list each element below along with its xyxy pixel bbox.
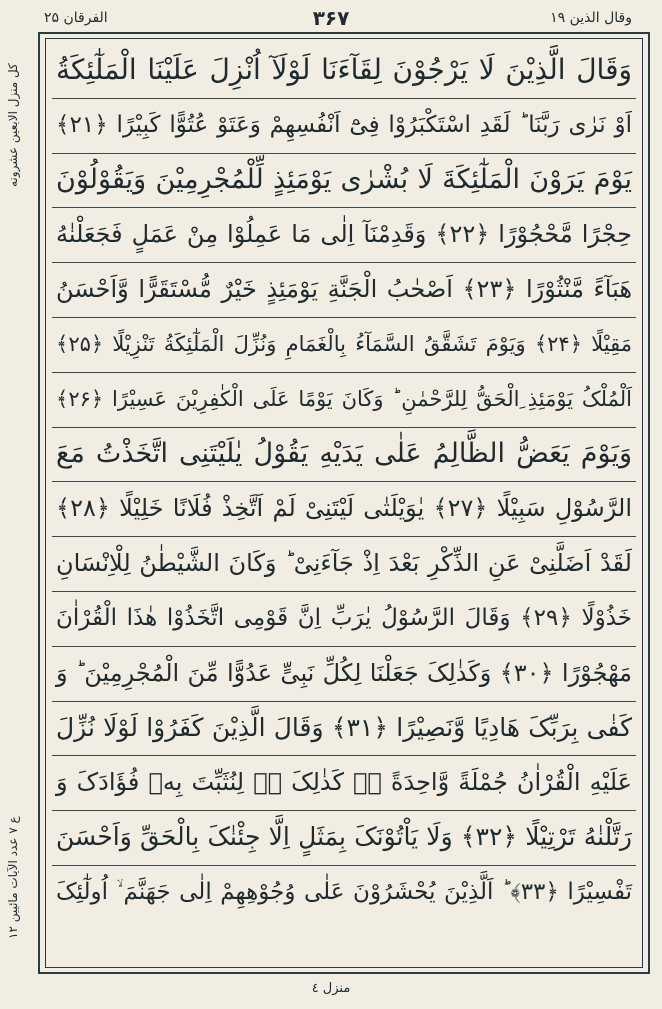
margin-note-top: کل منزل الابعین عشرونه [6, 63, 20, 187]
verse-line: مَهْجُوْرًا ﴿۳۰﴾ وَکَذٰلِکَ جَعَلْنَا لِکُلِّ نَبِیٍّ عَدُوًّا مِّنَ الْمُجْرِمِیْنَ ؕ وَ [52, 647, 636, 702]
verse-line: تَفْسِیْرًا ﴿۳۳﴾ ؕ اَلَّذِیْنَ یُحْشَرُوْنَ عَلٰی وُجُوْهِهِمْ اِلٰی جَهَنَّمَ ۙ اُولٰٓئِکَ [56, 878, 632, 905]
verse-line: هَبَآءً مَّنْثُوْرًا ﴿۲۳﴾ اَصْحٰبُ الْجَنَّةِ یَوْمَئِذٍ خَیْرٌ مُّسْتَقَرًّا وَّاَحْسَنُ [52, 263, 636, 318]
verse-line: الرَّسُوْلِ سَبِیْلًا ﴿۲۷﴾ یٰوَیْلَتٰی لَیْتَنِیْ لَمْ اَتَّخِذْ فُلَانًا خَلِیْلًا ﴿۲۸﴾ [52, 482, 636, 537]
verse-text-block [52, 44, 636, 921]
verse-line: حِجْرًا مَّحْجُوْرًا ﴿۲۲﴾ وَقَدِمْنَآ اِلٰی مَا عَمِلُوْا مِنْ عَمَلٍ فَجَعَلْنٰهُ [52, 208, 636, 263]
verse-line: یَوْمَ یَرَوْنَ الْمَلٰٓئِکَةَ لَا بُشْرٰی یَوْمَئِذٍ لِّلْمُجْرِمِیْنَ وَیَقُوْلُوْنَ [52, 154, 636, 209]
page-number: ۳۶۷ [312, 6, 350, 30]
surah-header: الفرقان ۲۵ [44, 10, 108, 26]
verse-line: عَلَیْهِ الْقُرْاٰنُ جُمْلَةً وَّاحِدَةً ۚۛ کَذٰلِکَ ۚۛ لِنُثَبِّتَ بِهٖ فُؤَادَکَ وَ [52, 756, 636, 811]
verse-line: لَقَدْ اَضَلَّنِیْ عَنِ الذِّکْرِ بَعْدَ اِذْ جَآءَنِیْ ؕ وَکَانَ الشَّیْطٰنُ لِلْاِنْسَانِ [52, 537, 636, 592]
verse-line: وَقَالَ الَّذِیْنَ لَا یَرْجُوْنَ لِقَآءَنَا لَوْلَآ اُنْزِلَ عَلَیْنَا الْمَلٰٓئِکَةُ [52, 44, 636, 99]
verse-line: مَقِیْلًا ﴿۲۴﴾ وَیَوْمَ تَشَقَّقُ السَّمَآءُ بِالْغَمَامِ وَنُزِّلَ الْمَلٰٓئِکَةُ تَنْزِیْلًا ﴿۲۵﴾ [52, 318, 636, 373]
verse-line: کَفٰی بِرَبِّکَ هَادِیًا وَّنَصِیْرًا ﴿۳۱﴾ وَقَالَ الَّذِیْنَ کَفَرُوْا لَوْلَا نُزِّلَ [52, 702, 636, 757]
verse-line: رَتَّلْنٰهُ تَرْتِیْلًا ﴿۳۲﴾ وَلَا یَاْتُوْنَکَ بِمَثَلٍ اِلَّا جِئْنٰکَ بِالْحَقِّ وَاَحْسَنَ [52, 811, 636, 866]
verse-line: اَلْمُلْکُ یَوْمَئِذِ ِالْحَقُّ لِلرَّحْمٰنِ ؕ وَکَانَ یَوْمًا عَلَی الْکٰفِرِیْنَ عَسِیْرًا ﴿۲۶﴾ [52, 373, 636, 428]
juz-header: وقال الذین ۱۹ [550, 10, 632, 26]
verse-line: اَوْ نَرٰی رَبَّنَا ؕ لَقَدِ اسْتَکْبَرُوْا فِیْٓ اَنْفُسِهِمْ وَعَتَوْ عُتُوًّا کَبِیْرًا ﴿۲۱﴾ [52, 99, 636, 154]
verse-line: خَذُوْلًا ﴿۲۹﴾ وَقَالَ الرَّسُوْلُ یٰرَبِّ اِنَّ قَوْمِی اتَّخَذُوْا هٰذَا الْقُرْاٰنَ [52, 592, 636, 647]
verse-line: وَیَوْمَ یَعَضُّ الظَّالِمُ عَلٰی یَدَیْهِ یَقُوْلُ یٰلَیْتَنِی اتَّخَذْتُ مَعَ [52, 428, 636, 483]
manzil-footer: منزل ٤ [311, 981, 351, 996]
margin-note-ruku: ع ۷ عدد الآیات مائیین ۱۲ [6, 816, 20, 939]
